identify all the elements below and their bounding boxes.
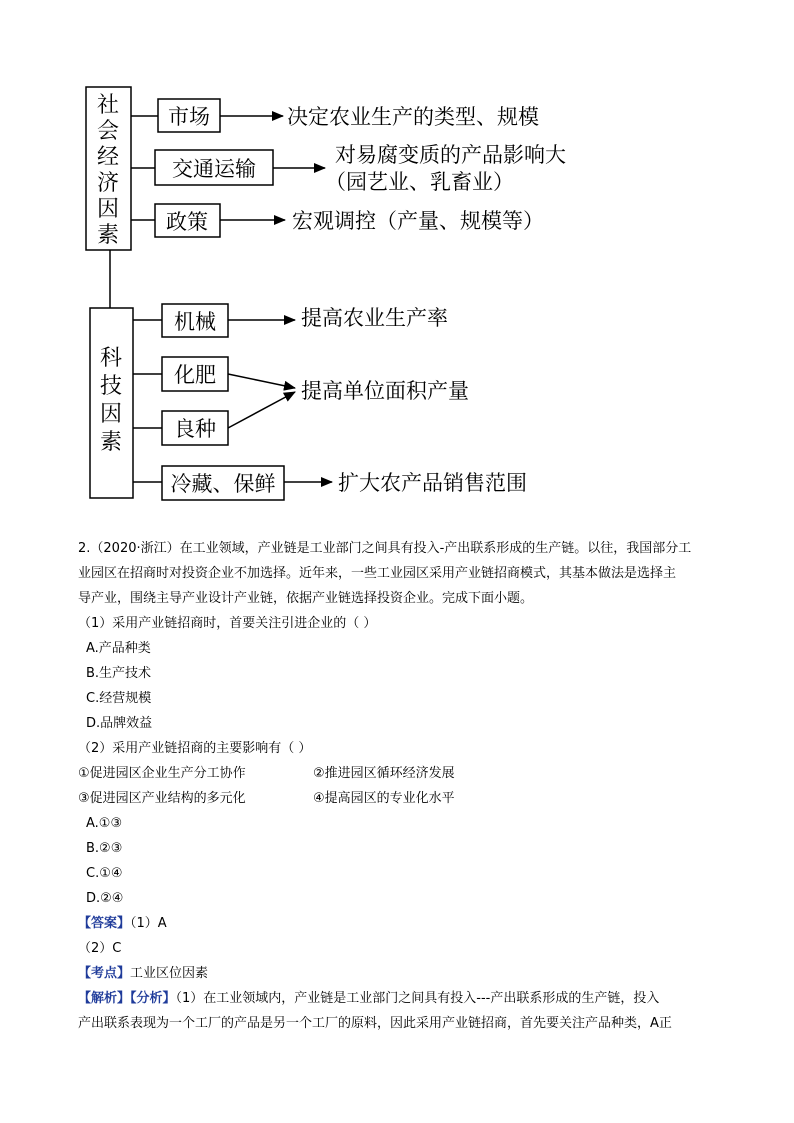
statement: ②推进园区循环经济发展 [313,766,455,781]
option-c: C.①④ [86,866,123,881]
option-a: A.产品种类 [86,641,151,656]
transport-label: 交通运输 [172,157,256,181]
social-label-char: 因 [96,197,120,222]
tech-label-char: 因 [99,402,123,427]
policy-label: 政策 [166,210,208,234]
tech-label-char: 技 [99,374,123,399]
seed-label: 良种 [174,417,216,441]
cold-storage-result: 扩大农产品销售范围 [338,471,527,495]
answer-line [78,911,728,936]
statement-row [78,761,728,786]
social-label-char: 社 [96,93,120,118]
statement: ③促进园区产业结构的多元化 [78,791,246,806]
social-factors-label [97,93,119,248]
agriculture-factors-diagram [0,0,794,510]
answer-tag: 【答案】 [78,916,131,931]
question-intro-line: 2.（2020·浙江）在工业领域，产业链是工业部门之间具有投入-产出联系形成的生产链。以往，我国部分工 [78,541,692,556]
option-d: D.品牌效益 [86,716,153,731]
option-b: B.②③ [86,841,123,856]
social-label-char: 济 [96,171,120,196]
seed-arrow [228,392,295,428]
answer-1: （1）A [130,916,167,931]
jiexi-tag: 【解析】 [78,991,131,1006]
option-b: B.生产技术 [86,666,152,681]
fertilizer-label: 化肥 [174,363,216,387]
transport-result-note: （园艺业、乳畜业） [325,170,514,194]
statement: ①促进园区企业生产分工协作 [78,766,246,781]
market-label: 市场 [168,105,210,129]
jiexi-line: 产出联系表现为一个工厂的产品是另一个工厂的原料，因此采用产业链招商，首先要关注产品种类，A正 [78,1016,672,1031]
tech-label-char: 素 [99,430,123,455]
market-result: 决定农业生产的类型、规模 [287,105,539,129]
jiexi-text: （1）在工业领域内，产业链是工业部门之间具有投入---产出联系形成的生产链，投入 [175,991,660,1006]
option-c: C.经营规模 [86,691,152,706]
option-d: D.②④ [86,891,124,906]
yield-result: 提高单位面积产量 [301,379,469,403]
fenxi-tag: 【分析】 [130,991,176,1006]
kaodian-tag: 【考点】 [78,966,131,981]
transport-result: 对易腐变质的产品影响大 [335,143,566,167]
machinery-result: 提高农业生产率 [301,306,448,330]
answer-2: （2）C [78,941,122,956]
subquestion-2: （2）采用产业链招商的主要影响有（ ） [78,741,312,756]
cold-storage-label: 冷藏、保鲜 [170,472,276,496]
statement: ④提高园区的专业化水平 [313,791,455,806]
social-label-char: 会 [96,119,120,144]
question-block [78,536,728,1036]
question-intro-line: 业园区在招商时对投资企业不加选择。近年来，一些工业园区采用产业链招商模式，其基本做法是选择主 [78,566,677,581]
option-a: A.①③ [86,816,123,831]
policy-result: 宏观调控（产量、规模等） [292,209,544,233]
social-label-char: 经 [96,145,120,170]
kaodian-line [78,961,728,986]
jiexi-line [78,986,728,1011]
fertilizer-arrow [228,374,295,388]
question-intro-line: 导产业，围绕主导产业设计产业链，依据产业链选择投资企业。完成下面小题。 [78,591,534,606]
statement-row [78,786,728,811]
social-label-char: 素 [96,223,120,248]
kaodian-text: 工业区位因素 [130,966,209,981]
subquestion-1: （1）采用产业链招商时，首要关注引进企业的（ ） [78,616,377,631]
tech-label-char: 科 [99,346,123,371]
machinery-label: 机械 [174,310,216,334]
